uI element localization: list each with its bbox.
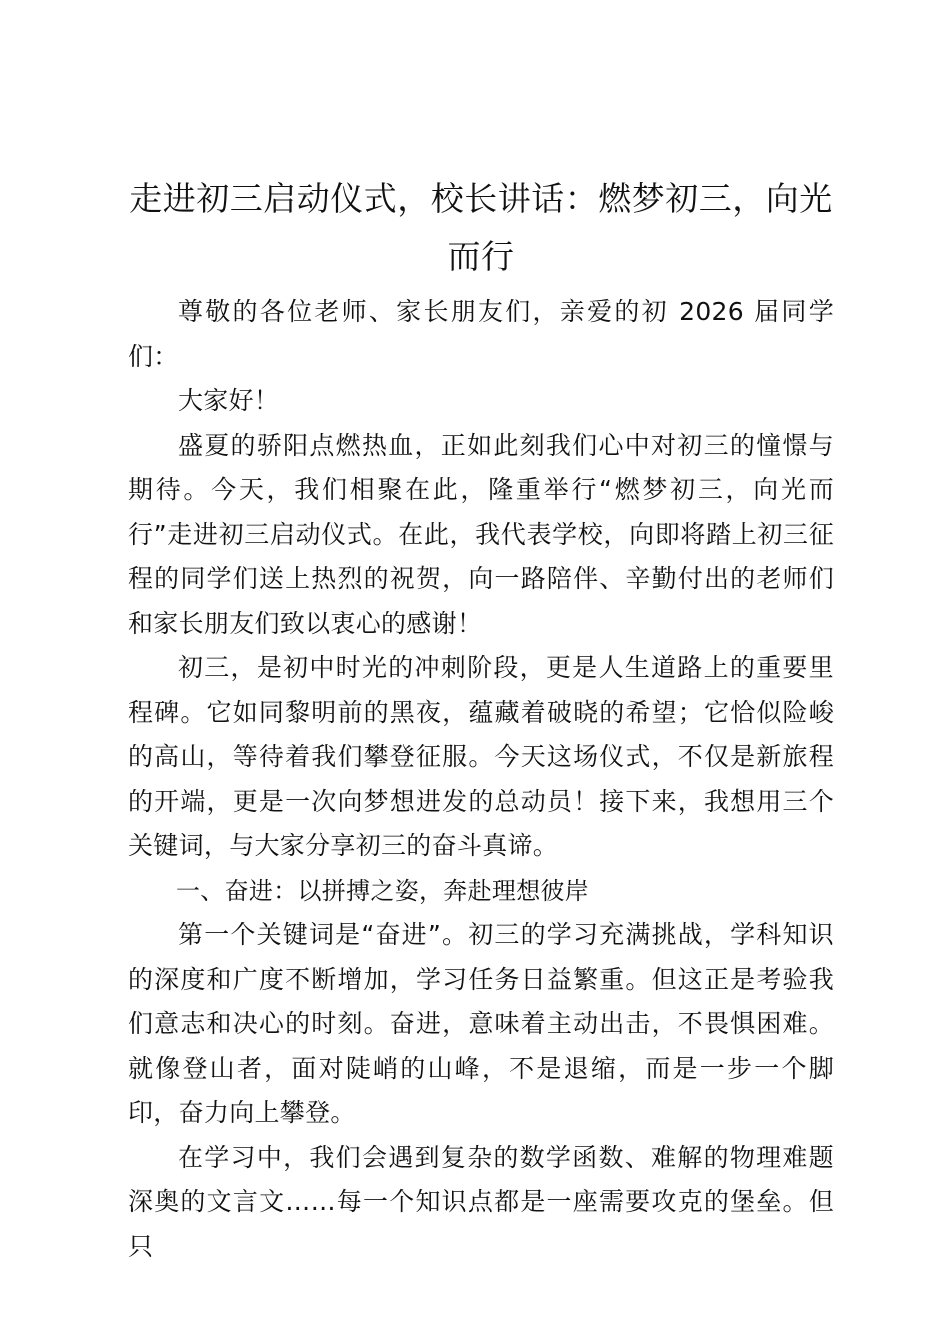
- paragraph-keyword-one: 第一个关键词是“奋进”。初三的学习充满挑战，学科知识的深度和广度不断增加，学习任务日益繁重。但这正是考验我们意志和决心的时刻。奋进，意味着主动出击，不畏惧困难。就像登山者，面对陡峭的山峰，不是退缩，而是一步一个脚印，奋力向上攀登。: [128, 920, 834, 1127]
- section-heading: 一、奋进：以拼搏之姿，奔赴理想彼岸: [176, 876, 590, 905]
- paragraph-study-challenges: 在学习中，我们会遇到复杂的数学函数、难解的物理难题深奥的文言文……每一个知识点都是一座需要攻克的堡垒。但只: [128, 1142, 834, 1261]
- paragraph-milestone: 初三，是初中时光的冲刺阶段，更是人生道路上的重要里程碑。它如同黎明前的黑夜，蕴藏着破晓的希望；它恰似险峻的高山，等待着我们攀登征服。今天这场仪式，不仅是新旅程的开端，更是一次向梦想进发的总动员！接下来，我想用三个关键词，与大家分享初三的奋斗真谛。: [128, 653, 834, 860]
- greeting: 大家好！: [178, 386, 280, 415]
- document-title: 走进初三启动仪式，校长讲话：燃梦初三，向光而行: [129, 179, 833, 276]
- document-page: [128, 170, 834, 1269]
- paragraph-intro: 盛夏的骄阳点燃热血，正如此刻我们心中对初三的憧憬与期待。今天，我们相聚在此，隆重举行“燃梦初三，向光而行”走进初三启动仪式。在此，我代表学校，向即将踏上初三征程的同学们送上热烈的祝贺，向一路陪伴、辛勤付出的老师们和家长朋友们致以衷心的感谢！: [128, 430, 834, 638]
- salutation: 尊敬的各位老师、家长朋友们，亲爱的初 2026 届同学们：: [128, 297, 834, 371]
